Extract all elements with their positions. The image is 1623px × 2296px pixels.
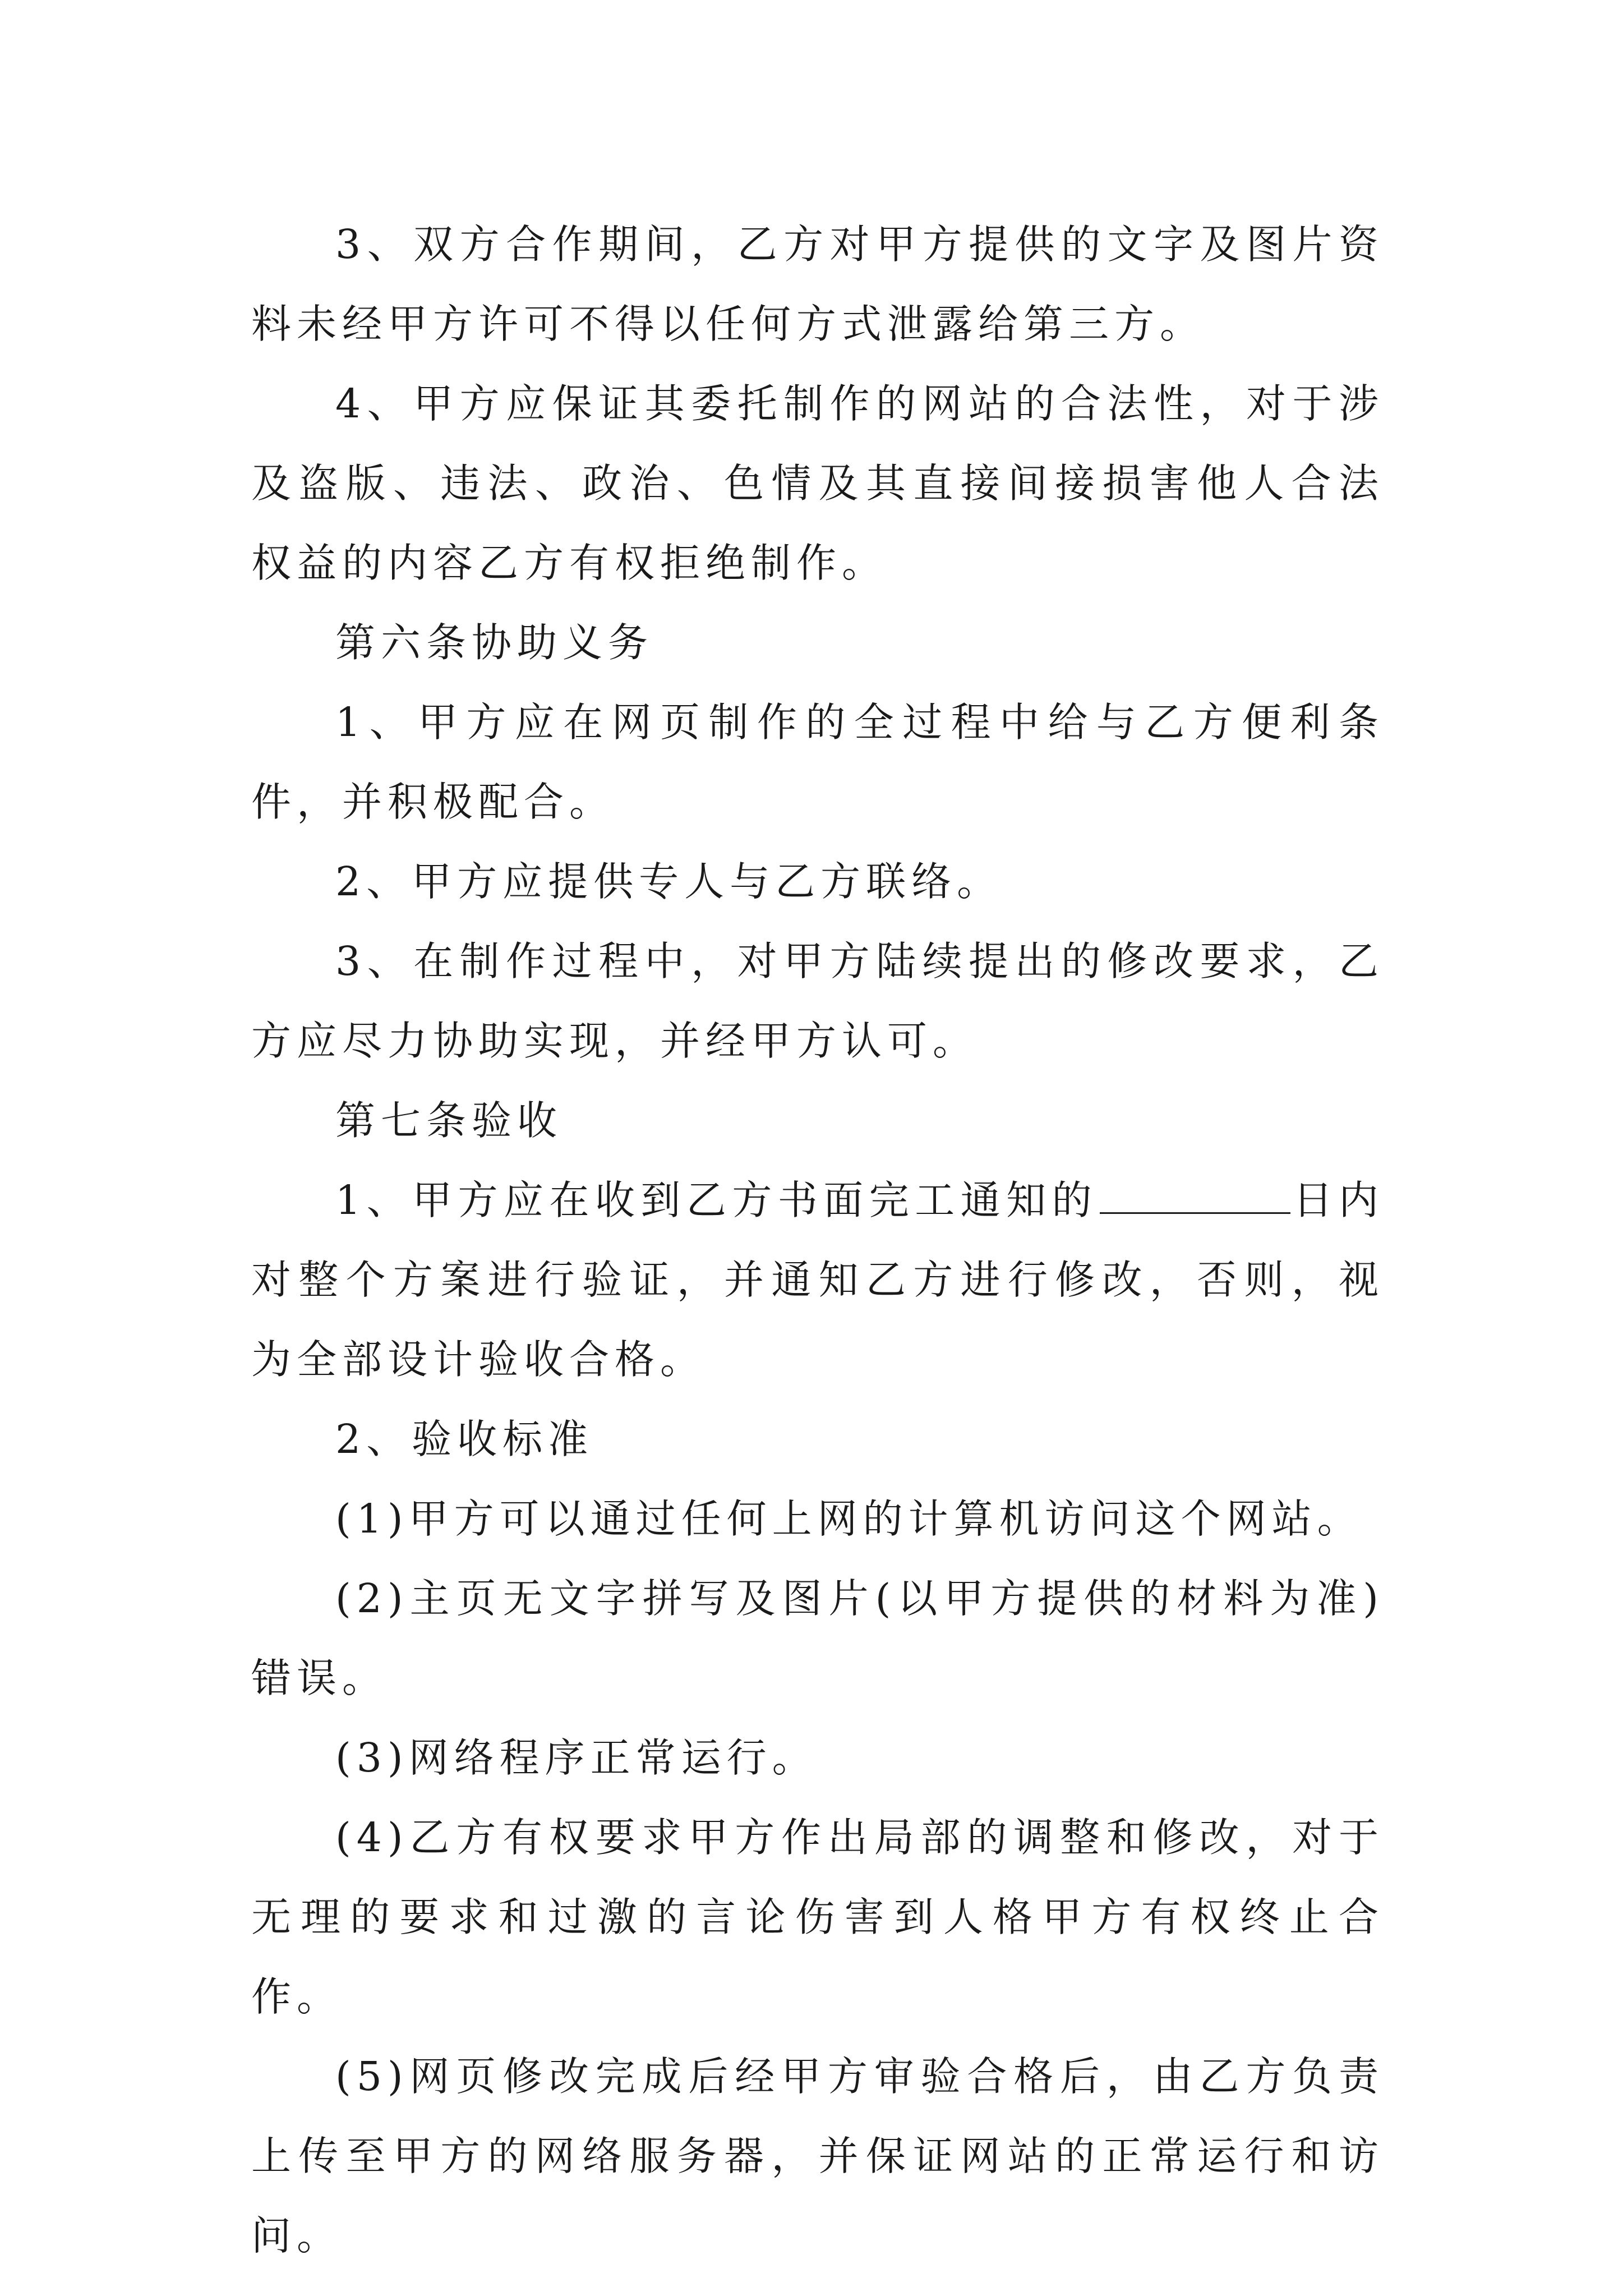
clause-5-item-4: 4、甲方应保证其委托制作的网站的合法性，对于涉及盗版、违法、政治、色情及其直接间接损害他人合法权益的内容乙方有权拒绝制作。 [251,380,1384,586]
acceptance-criterion-1: (1)甲方可以通过任何上网的计算机访问这个网站。 [335,1496,1363,1542]
clause-6-item-3: 3、在制作过程中，对甲方陆续提出的修改要求，乙方应尽力协助实现，并经甲方认可。 [251,938,1384,1064]
article-7-heading: 第七条验收 [335,1097,563,1144]
clause-7-item-1-after-blank: 日内对整个方案进行验证，并通知乙方进行修改，否则，视为全部设计验收合格。 [251,1177,1384,1383]
clause-7-item-1-before-blank: 1、甲方应在收到乙方书面完工通知的 [335,1177,1098,1223]
clause-7-item-1 [251,1161,1384,1400]
document-body [251,205,1384,2276]
fill-in-blank [1100,1177,1290,1214]
acceptance-criterion-5: (5)网页修改完成后经甲方审验合格后，由乙方负责上传至甲方的网络服务器，并保证网站的正常运行和访问。 [251,2053,1384,2259]
article-6-heading: 第六条协助义务 [335,619,654,666]
clause-5-item-3: 3、双方合作期间，乙方对甲方提供的文字及图片资料未经甲方许可不得以任何方式泄露给第三方。 [251,221,1384,347]
acceptance-criterion-3: (3)网络程序正常运行。 [335,1734,818,1781]
acceptance-criterion-2: (2)主页无文字拼写及图片(以甲方提供的材料为准)错误。 [251,1575,1384,1701]
clause-6-item-2: 2、甲方应提供专人与乙方联络。 [335,858,1003,905]
clause-6-item-1: 1、甲方应在网页制作的全过程中给与乙方便利条件，并积极配合。 [251,699,1384,825]
clause-7-item-2: 2、验收标准 [335,1416,594,1462]
acceptance-criterion-4: (4)乙方有权要求甲方作出局部的调整和修改，对于无理的要求和过激的言论伤害到人格甲方有权终止合作。 [251,1814,1384,2020]
